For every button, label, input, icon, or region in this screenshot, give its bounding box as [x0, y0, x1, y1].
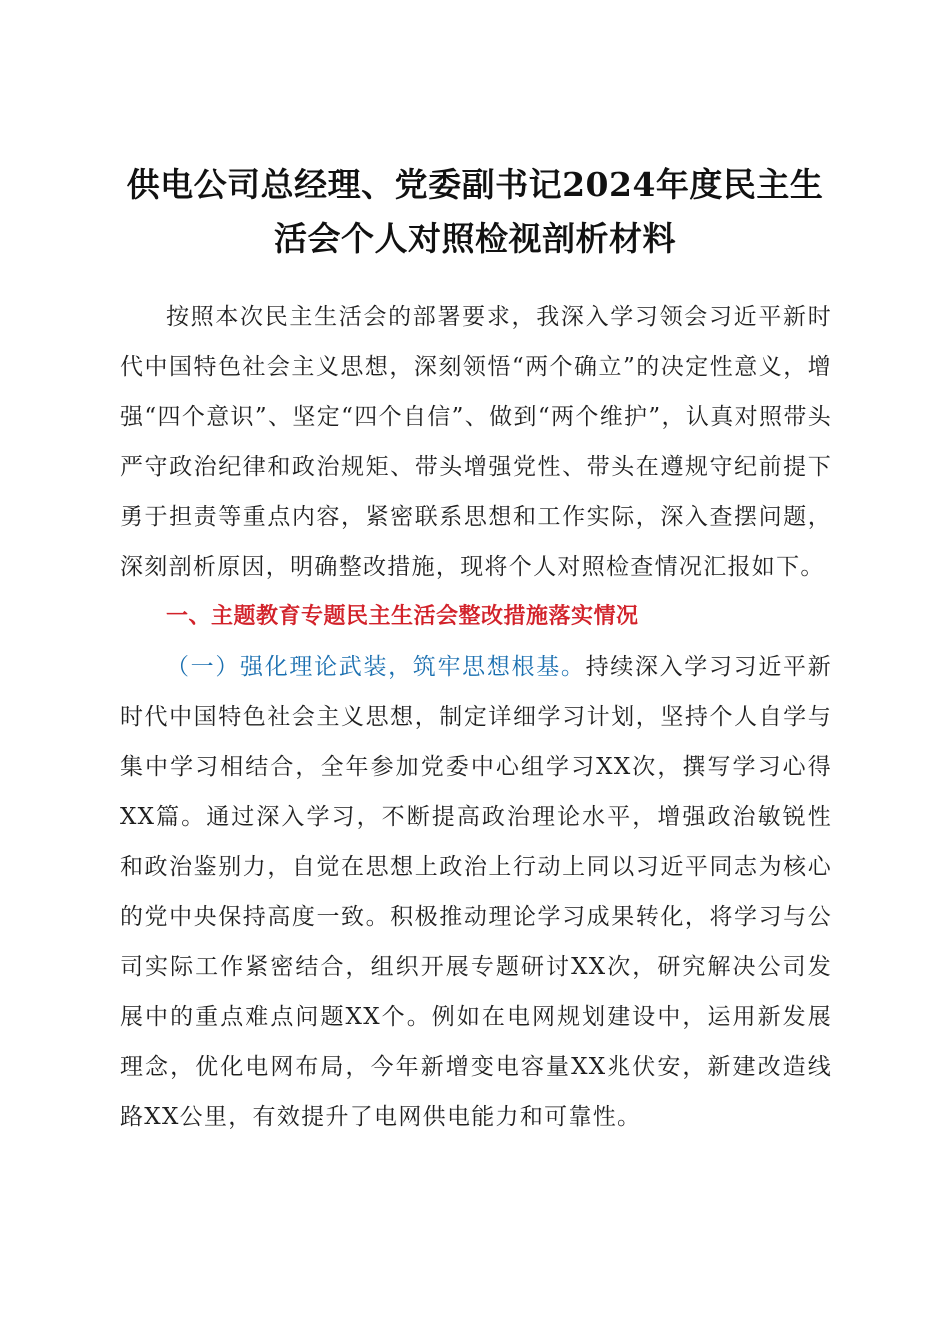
section-heading-1: 一、主题教育专题民主生活会整改措施落实情况	[166, 604, 639, 629]
title-line-2: 活会个人对照检视剖析材料	[274, 219, 676, 258]
document-title	[100, 158, 850, 266]
subsection-paragraph-1	[120, 642, 832, 1142]
title-line-1: 供电公司总经理、党委副书记2024年度民主生	[126, 165, 824, 204]
subsection-heading-1: （一）强化理论武装，筑牢思想根基。	[166, 654, 586, 680]
subsection-body-1: 持续深入学习习近平新时代中国特色社会主义思想，制定详细学习计划，坚持个人自学与集中学习相结合，全年参加党委中心组学习XX次，撰写学习心得XX篇。通过深入学习，不断提高政治理论水平，增强政治敏锐性和政治鉴别力，自觉在思想上政治上行动上同以习近平同志为核心的党中央保持高度一致。积极推动理论学习成果转化，将学习与公司实际工作紧密结合，组织开展专题研讨XX次，研究解决公司发展中的重点难点问题XX个。例如在电网规划建设中，运用新发展理念，优化电网布局，今年新增变电容量XX兆伏安，新建改造线路XX公里，有效提升了电网供电能力和可靠性。	[120, 654, 833, 1130]
intro-paragraph: 按照本次民主生活会的部署要求，我深入学习领会习近平新时代中国特色社会主义思想，深刻领悟“两个确立”的决定性意义，增强“四个意识”、坚定“四个自信”、做到“两个维护”，认真对照带头严守政治纪律和政治规矩、带头增强党性、带头在遵规守纪前提下勇于担责等重点内容，紧密联系思想和工作实际，深入查摆问题，深刻剖析原因，明确整改措施，现将个人对照检查情况汇报如下。	[120, 304, 832, 580]
document-body	[120, 292, 832, 1142]
